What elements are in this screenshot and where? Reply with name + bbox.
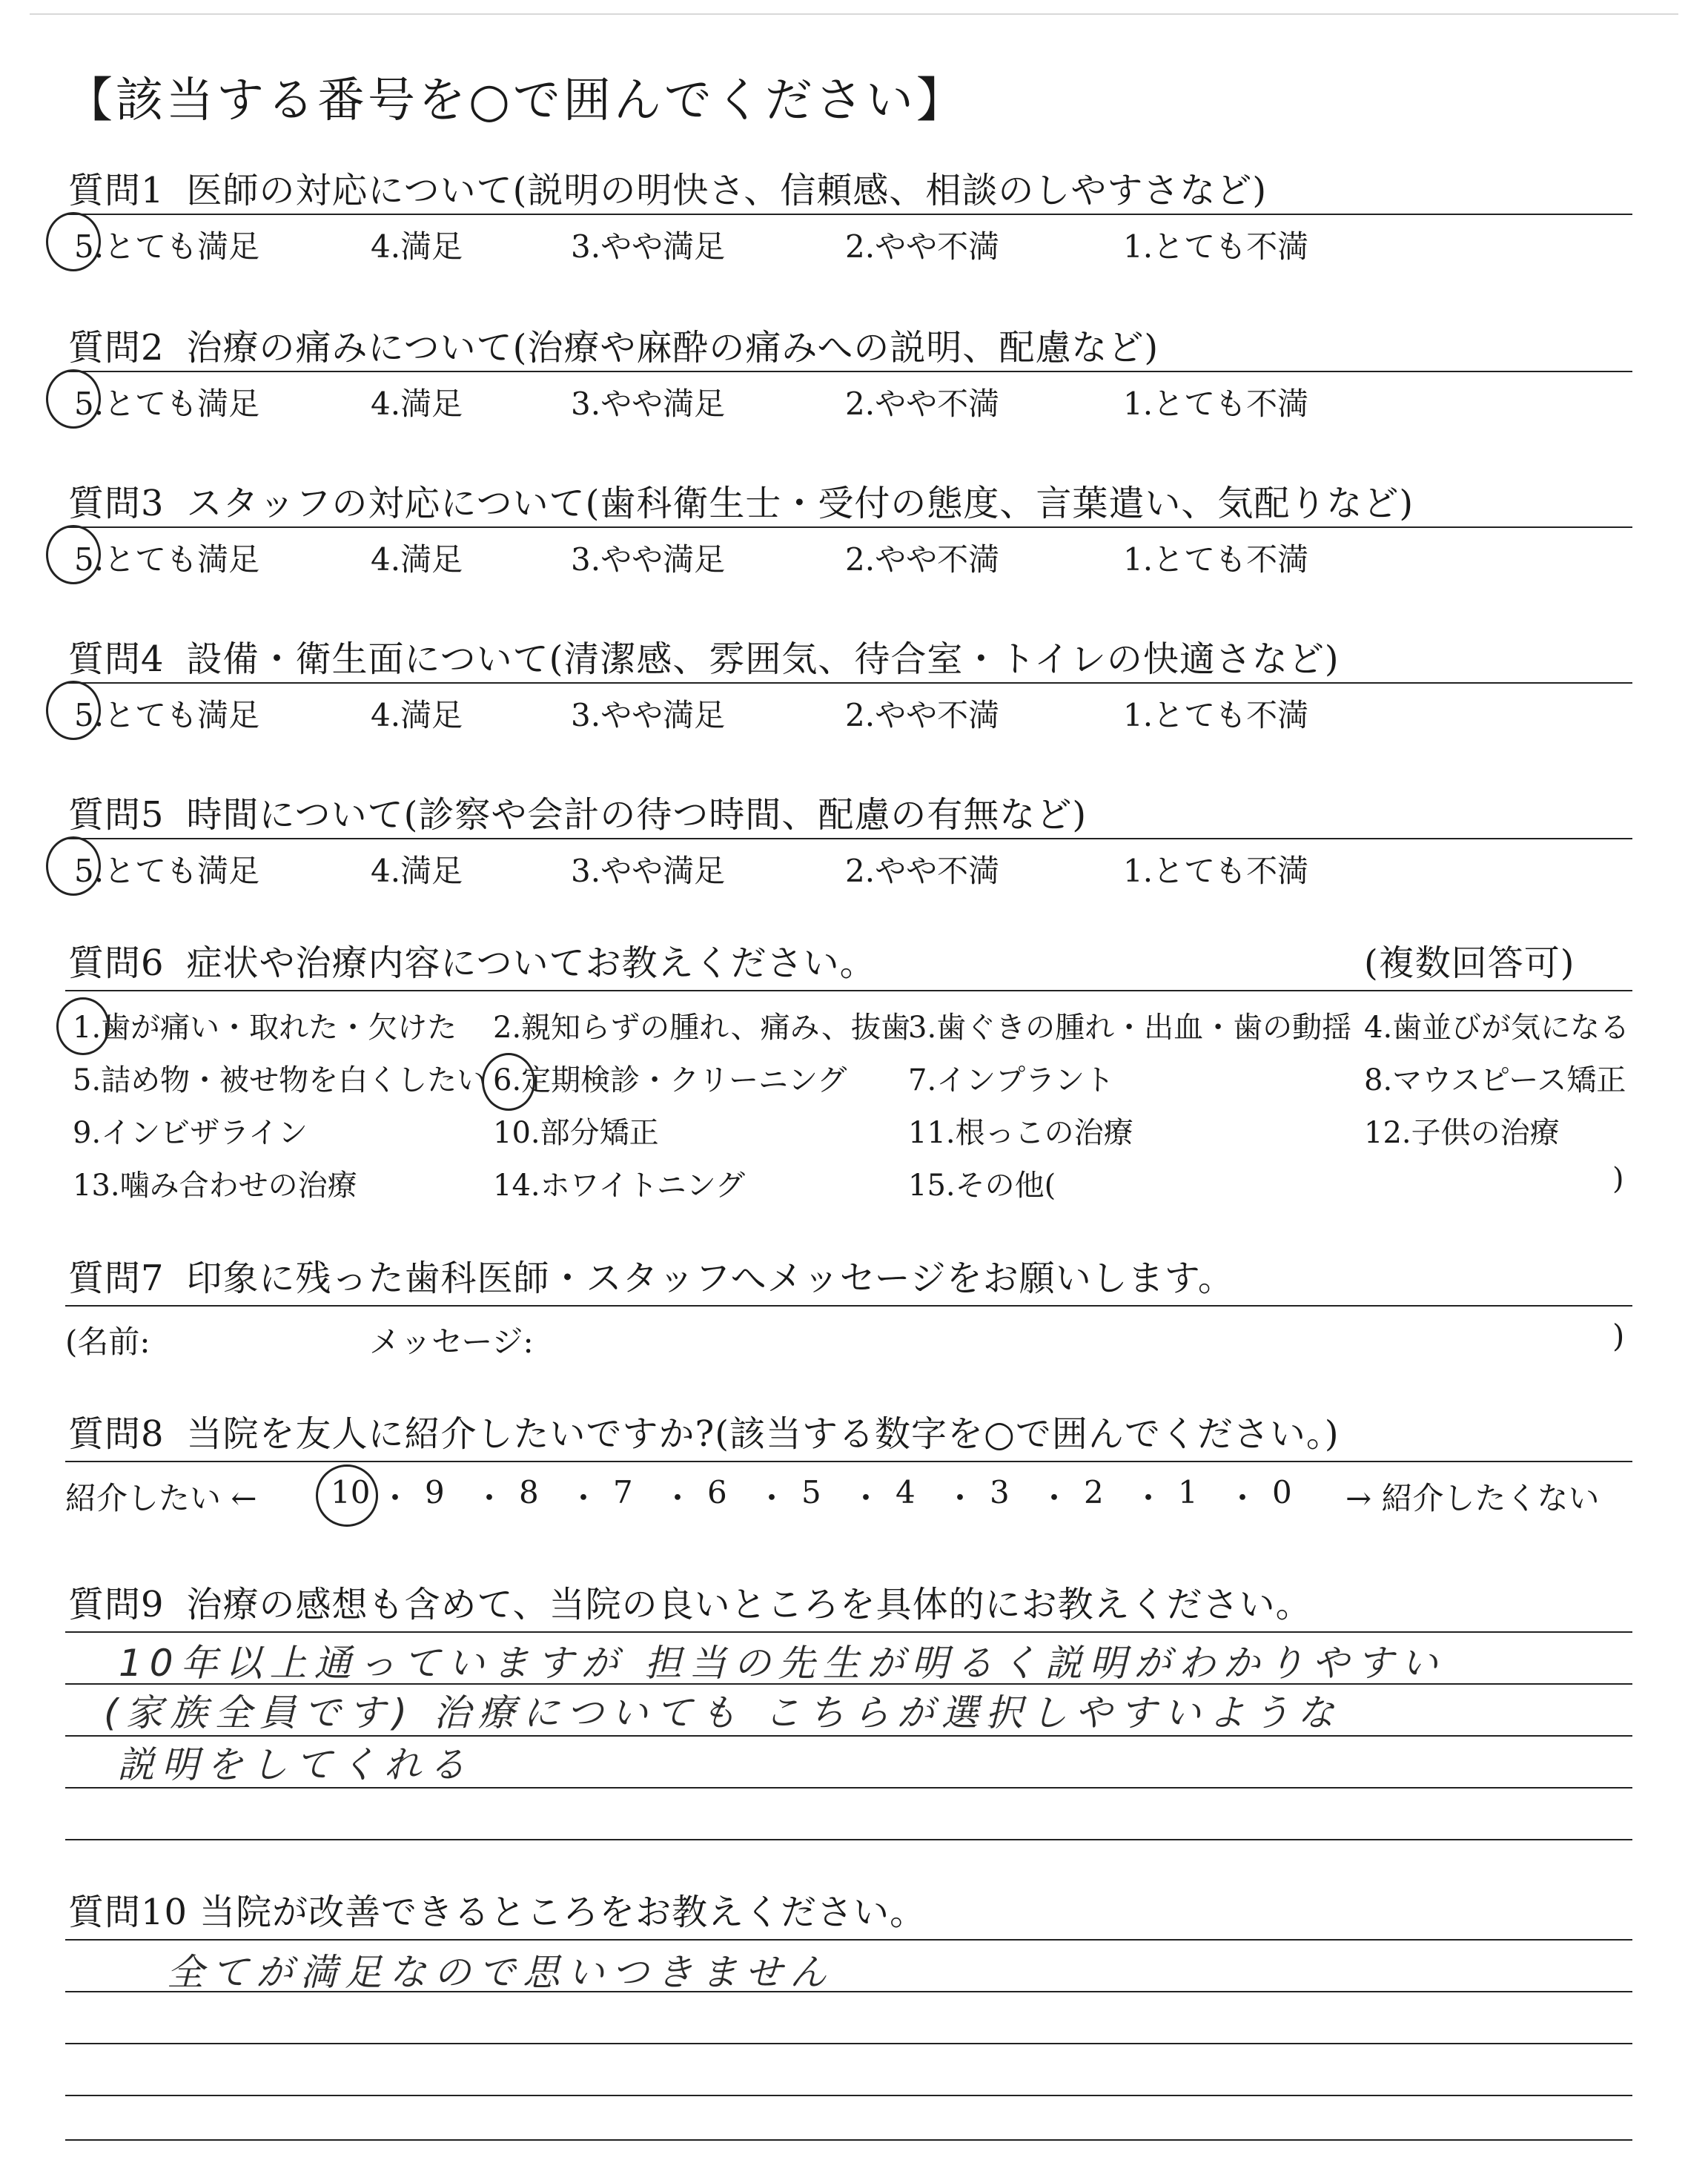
question-4-title [68,630,1340,681]
recommend-score-5[interactable]: 5 [801,1474,821,1510]
question-2-option-2[interactable]: 2.やや不満 [845,386,1000,422]
name-label: (名前: [65,1324,150,1360]
question-6-option-8[interactable]: 8.マウスピース矯正 [1364,1063,1626,1097]
question-6-option-2[interactable]: 2.親知らずの腫れ、痛み、抜歯 [493,1011,910,1045]
question-1-option-4[interactable]: 4.満足 [371,228,463,265]
question-3-number: 質問3 [68,483,165,524]
recommend-left-label: 紹介したい ← [65,1480,257,1516]
question-2-option-5[interactable]: 5.とても満足 [74,386,260,422]
question-9-text: 治療の感想も含めて、当院の良いところを具体的にお教えください。 [186,1584,1312,1625]
question-10-rule-4 [65,2095,1632,2096]
question-6-option-11[interactable]: 11.根っこの治療 [908,1116,1133,1150]
scale-separator: ・ [474,1480,506,1516]
question-2-number: 質問2 [68,327,165,369]
question-3-text: スタッフの対応について(歯科衛生士・受付の態度、言葉遣い、気配りなど) [186,483,1414,524]
question-1-number: 質問1 [68,170,165,211]
question-10-rule-5 [65,2139,1632,2141]
question-7-text: 印象に残った歯科医師・スタッフへメッセージをお願いします。 [186,1258,1234,1299]
question-9-answer-line-2: (家族全員です) 治療についても こちらが選択しやすいような [104,1691,1342,1734]
question-4-option-3[interactable]: 3.やや満足 [571,697,726,733]
question-6-option-13[interactable]: 13.噛み合わせの治療 [73,1169,357,1203]
question-8-title [68,1405,1340,1456]
question-6-text: 症状や治療内容についてお教えください。 [186,942,876,984]
scale-separator: ・ [1227,1480,1259,1516]
recommend-score-6[interactable]: 6 [707,1474,727,1510]
question-1-option-3[interactable]: 3.やや満足 [571,228,726,265]
question-4-text: 設備・衛生面について(清潔感、雰囲気、待合室・トイレの快適さなど) [186,638,1340,680]
question-7-rule [65,1305,1632,1307]
question-2-text: 治療の痛みについて(治療や麻酔の痛みへの説明、配慮など) [186,327,1159,369]
question-7-number: 質問7 [68,1258,165,1299]
question-2-selection-circle [46,369,101,429]
question-6-option-3[interactable]: 3.歯ぐきの腫れ・出血・歯の動揺 [908,1011,1352,1045]
recommend-score-7[interactable]: 7 [613,1474,633,1510]
recommend-score-9[interactable]: 9 [425,1474,445,1510]
question-2-option-1[interactable]: 1.とても不満 [1123,386,1309,422]
question-9-answer-line-3: 説明をしてくれる [117,1743,473,1786]
question-5-text: 時間について(診察や会計の待つ時間、配慮の有無など) [186,794,1088,836]
scale-separator: ・ [944,1480,976,1516]
question-1-option-1[interactable]: 1.とても不満 [1123,228,1309,265]
question-8-selection-circle [316,1464,378,1527]
top-border [30,13,1678,15]
question-6-option-9[interactable]: 9.インビザライン [73,1116,308,1150]
question-3-option-3[interactable]: 3.やや満足 [571,541,726,578]
question-6-option-5[interactable]: 5.詰め物・被せ物を白くしたい [73,1063,487,1097]
scale-separator: ・ [380,1480,411,1516]
question-4-option-5[interactable]: 5.とても満足 [74,697,260,733]
scale-separator: ・ [1039,1480,1070,1516]
question-6-title [68,934,876,985]
recommend-score-0[interactable]: 0 [1272,1474,1292,1510]
question-4-rule [65,682,1632,684]
question-9-number: 質問9 [68,1584,165,1625]
question-5-option-3[interactable]: 3.やや満足 [571,853,726,889]
question-6-option-1[interactable]: 1.歯が痛い・取れた・欠けた [73,1011,457,1045]
scale-separator: ・ [568,1480,600,1516]
question-3-option-1[interactable]: 1.とても不満 [1123,541,1309,578]
scale-separator: ・ [1133,1480,1165,1516]
question-6-option-6[interactable]: 6.定期検診・クリーニング [493,1063,847,1097]
question-2-rule [65,371,1632,372]
question-9-rule-5 [65,1839,1632,1840]
question-5-selection-circle [46,836,101,896]
question-2-option-4[interactable]: 4.満足 [371,386,463,422]
question-3-option-5[interactable]: 5.とても満足 [74,541,260,578]
question-5-option-2[interactable]: 2.やや不満 [845,853,1000,889]
message-close-paren: ) [1612,1318,1625,1354]
question-3-selection-circle [46,525,101,584]
question-4-number: 質問4 [68,638,165,680]
question-6-option-12[interactable]: 12.子供の治療 [1364,1116,1560,1150]
scale-separator: ・ [756,1480,788,1516]
recommend-score-8[interactable]: 8 [519,1474,539,1510]
question-4-selection-circle [46,681,101,740]
question-6-option-10[interactable]: 10.部分矯正 [493,1116,659,1150]
question-9-answer-line-1: 10年以上通っていますが 担当の先生が明るく説明がわかりやすい [119,1642,1446,1685]
question-6-rule [65,990,1632,991]
question-6-note: (複数回答可) [1364,942,1575,984]
question-6-selection-circle-1 [56,997,110,1055]
question-4-option-2[interactable]: 2.やや不満 [845,697,1000,733]
question-6-option-15[interactable]: 15.その他( [908,1169,1056,1203]
question-6-option-4[interactable]: 4.歯並びが気になる [1364,1011,1630,1045]
question-5-number: 質問5 [68,794,165,836]
question-4-option-4[interactable]: 4.満足 [371,697,463,733]
question-8-rule [65,1461,1632,1462]
question-7-title [68,1249,1234,1301]
question-3-rule [65,526,1632,528]
recommend-score-2[interactable]: 2 [1084,1474,1104,1510]
question-1-rule [65,214,1632,215]
message-label: メッセージ: [369,1324,534,1360]
recommend-score-1[interactable]: 1 [1178,1474,1198,1510]
question-6-option-14[interactable]: 14.ホワイトニング [493,1169,746,1203]
question-6-selection-circle-2 [482,1053,535,1111]
question-3-title [68,475,1414,526]
recommend-score-10[interactable]: 10 [331,1474,371,1510]
question-9-title [68,1576,1312,1627]
question-1-option-2[interactable]: 2.やや不満 [845,228,1000,265]
question-10-rule-3 [65,2043,1632,2044]
question-5-rule [65,838,1632,839]
page-heading: 【該当する番号を○で囲んでください】 [65,73,967,128]
recommend-score-4[interactable]: 4 [896,1474,916,1510]
question-3-option-2[interactable]: 2.やや不満 [845,541,1000,578]
question-1-option-5[interactable]: 5.とても満足 [74,228,260,265]
question-5-option-5[interactable]: 5.とても満足 [74,853,260,889]
question-10-number: 質問10 [68,1892,188,1933]
question-3-option-4[interactable]: 4.満足 [371,541,463,578]
scale-separator: ・ [850,1480,882,1516]
question-10-title [68,1883,926,1935]
question-8-number: 質問8 [68,1413,165,1455]
question-6-other-close-paren: ) [1612,1162,1624,1196]
question-10-rule-1 [65,1939,1632,1941]
question-6-option-7[interactable]: 7.インプラント [908,1063,1115,1097]
question-10-answer-line-1: 全てが満足なので思いつきません [167,1951,834,1994]
question-2-option-3[interactable]: 3.やや満足 [571,386,726,422]
question-5-option-4[interactable]: 4.満足 [371,853,463,889]
recommend-score-3[interactable]: 3 [990,1474,1010,1510]
recommend-right-label: → 紹介したくない [1345,1480,1600,1516]
question-5-title [68,786,1087,837]
question-1-text: 医師の対応について(説明の明快さ、信頼感、相談のしやすさなど) [186,170,1268,211]
question-8-text: 当院を友人に紹介したいですか?(該当する数字を○で囲んでください。) [186,1413,1340,1455]
question-1-title [68,162,1267,213]
question-1-selection-circle [46,212,101,271]
question-5-option-1[interactable]: 1.とても不満 [1123,853,1309,889]
question-10-text: 当院が改善できるところをお教えください。 [199,1892,927,1933]
question-4-option-1[interactable]: 1.とても不満 [1123,697,1309,733]
question-2-title [68,319,1159,370]
question-6-number: 質問6 [68,942,165,984]
scale-separator: ・ [662,1480,694,1516]
question-9-rule-1 [65,1631,1632,1633]
